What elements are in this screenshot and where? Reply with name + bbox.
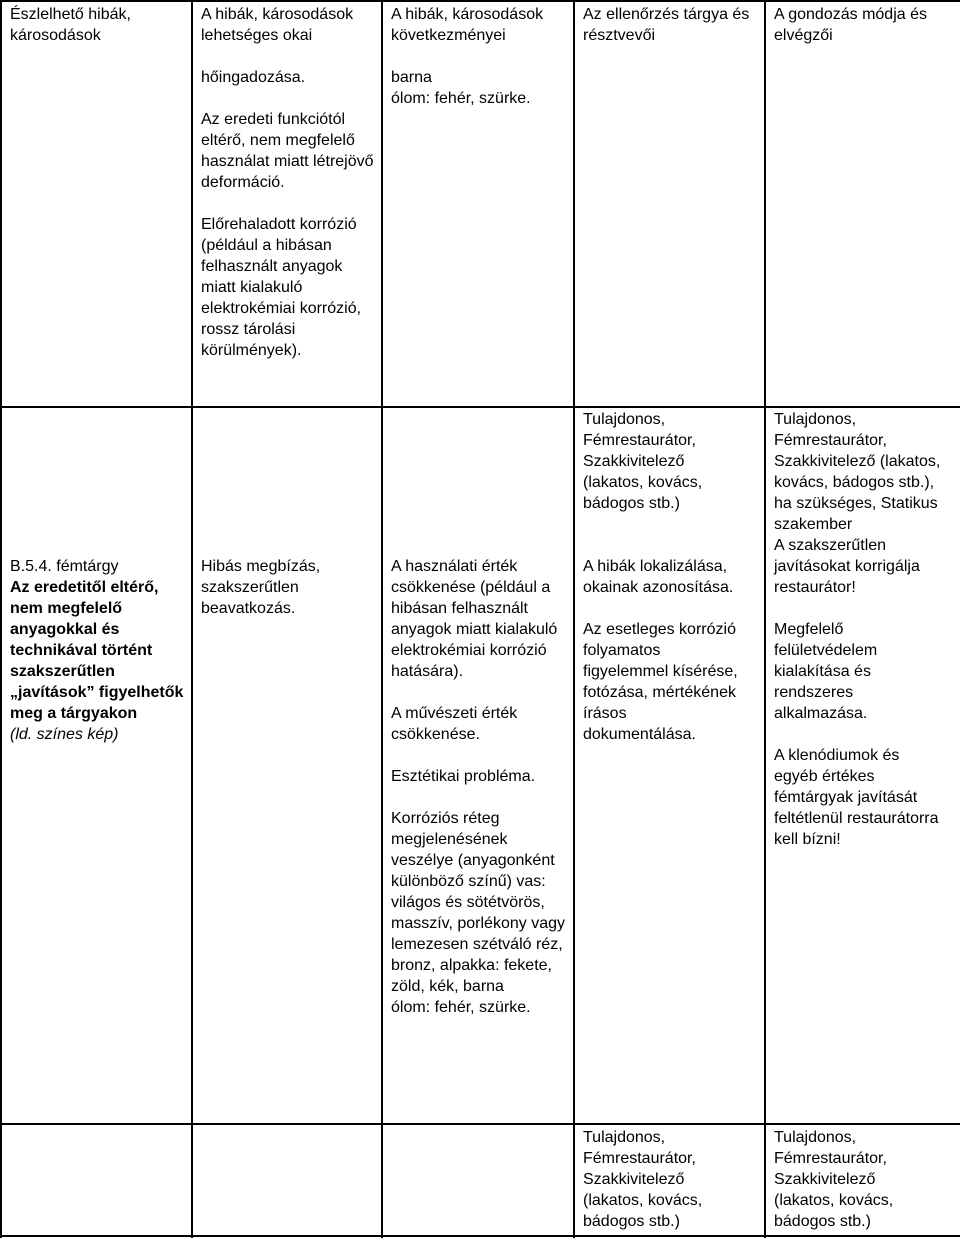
row3-inspection-cell [575, 1127, 745, 1232]
row2-inspection-participants: Tulajdonos, Fémrestaurátor, Szakkivitelező (lakatos, kovács, bádogos stb.) [583, 411, 703, 512]
row2-consequence-1: A használati érték csökkenése (például a hibásan felhasznált anyagok miatt kialakuló elektrokémiai korrózió hatására). [391, 558, 558, 680]
row-divider-2 [0, 1123, 960, 1125]
row2-defect-code-line [10, 556, 187, 577]
row2-care-cell [766, 409, 951, 850]
row1-causes-line-1: hőingadozása. [201, 69, 306, 86]
row2-inspection-cell [575, 409, 745, 745]
row2-consequence-2: A művészeti érték csökkenése. [391, 705, 518, 743]
header-consequences [383, 4, 573, 46]
header-defects [2, 4, 191, 46]
header-inspection-label: Az ellenőrzés tárgya és résztvevői [583, 6, 750, 44]
row3-care-participants: Tulajdonos, Fémrestaurátor, Szakkivitelező (lakatos, kovács, bádogos stb.) [774, 1129, 894, 1230]
header-care-label: A gondozás módja és elvégzői [774, 6, 927, 44]
row2-consequences-cell [383, 556, 573, 1018]
row-divider-1 [0, 406, 960, 408]
table-border-top [0, 0, 960, 2]
row2-inspection-item-1: A hibák lokalizálása, okainak azonosítása. [583, 558, 734, 596]
row2-consequence-4: Korróziós réteg megjelenésének veszélye (anyagonként különböző színű) vas: világos és sötétvörös, masszív, porlékony vagy lemezesen szétváló réz, bronz, alpakka: fekete, zöld, kék, barna [391, 810, 565, 995]
row2-defect-code: B.5.4. [10, 558, 52, 575]
row2-care-item-2: Megfelelő felületvédelem kialakítása és rendszeres alkalmazása. [774, 621, 878, 722]
header-consequences-label: A hibák, károsodások következményei [391, 6, 544, 44]
row1-consequences-cell [383, 67, 573, 109]
row2-inspection-item-2: Az esetleges korrózió folyamatos figyelemmel kísérése, fotózása, mértékének írásos dokumentálása. [583, 621, 738, 743]
row2-care-item-1: A szakszerűtlen javításokat korrigálja restaurátor! [774, 537, 920, 596]
row2-defect-title: Az eredetitől eltérő, nem megfelelő anyagokkal és technikával történt szakszerűtlen „javítások” figyelhetők meg a tárgyakon [10, 579, 184, 722]
header-causes [193, 4, 381, 46]
header-causes-label: A hibák, károsodások lehetséges okai [201, 6, 354, 44]
row2-defect-cell [2, 556, 191, 745]
row2-consequence-3: Esztétikai probléma. [391, 768, 536, 785]
row2-defect-note: (ld. színes kép) [10, 726, 119, 743]
row1-causes-line-3: Előrehaladott korrózió (például a hibásan felhasznált anyagok miatt kialakuló elektrokémiai korrózió, rossz tárolási körülmények). [201, 216, 362, 359]
row2-causes-text: Hibás megbízás, szakszerűtlen beavatkozás. [201, 558, 321, 617]
table-border-bottom [0, 1235, 960, 1237]
row2-care-participants: Tulajdonos, Fémrestaurátor, Szakkivitelező (lakatos, kovács, bádogos stb.), ha szükséges, Statikus szakember [774, 411, 941, 533]
row2-care-item-3: A klenódiumok és egyéb értékes fémtárgyak javítását feltétlenül restaurátorra kell bízni! [774, 747, 939, 848]
row2-defect-code-suffix: fémtárgy [51, 558, 119, 575]
header-care [766, 4, 960, 46]
header-defects-label: Észlelhető hibák, károsodások [10, 6, 131, 44]
row1-consequences-line-2: ólom: fehér, szürke. [391, 90, 531, 107]
header-inspection [575, 4, 764, 46]
row3-care-cell [766, 1127, 931, 1232]
row1-causes-cell [193, 67, 381, 361]
row1-consequences-line-1: barna [391, 69, 432, 86]
row3-inspection-participants: Tulajdonos, Fémrestaurátor, Szakkivitelező (lakatos, kovács, bádogos stb.) [583, 1129, 703, 1230]
row1-causes-line-2: Az eredeti funkciótól eltérő, nem megfelelő használat miatt létrejövő deformáció. [201, 111, 374, 191]
row2-causes-cell [193, 556, 353, 619]
row2-consequence-5: ólom: fehér, szürke. [391, 999, 531, 1016]
